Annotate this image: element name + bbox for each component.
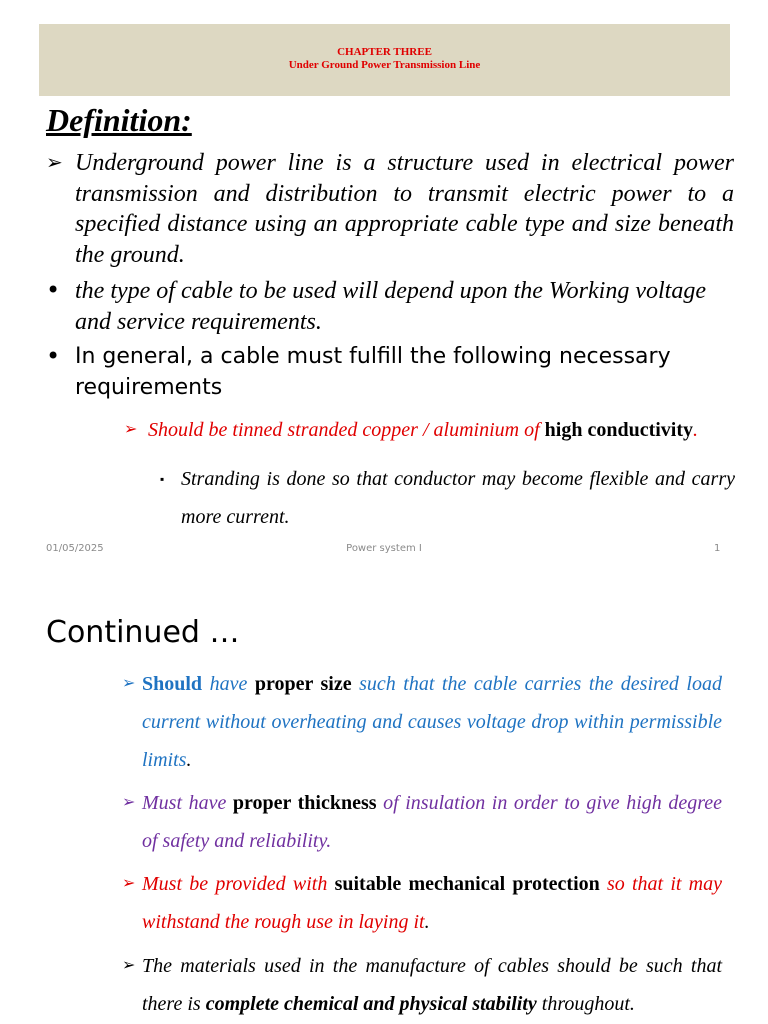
chapter-subtitle: Under Ground Power Transmission Line [288, 59, 481, 71]
bullet-requirements [46, 342, 734, 403]
footer-page-number: 1 [714, 543, 721, 554]
requirement-insulation [122, 784, 722, 860]
chapter-header-band [39, 24, 730, 96]
bullet-cable-type [46, 276, 734, 337]
requirement-stability [122, 947, 722, 1023]
bullet-text: the type of cable to be used will depend upon the Working voltage and service requirements. [75, 278, 706, 335]
sub-bullet-end: . [693, 419, 698, 441]
sub-bullet-text: Should be tinned stranded copper / aluminium of [148, 419, 545, 441]
footer-title: Power system I [346, 543, 422, 554]
requirement-emphasis: proper size [254, 673, 352, 695]
arrow-bullet-icon: ➢ [122, 794, 136, 811]
requirement-text: of insulation in order to give high degree of safety and reliability. [142, 792, 722, 852]
sub-sub-bullet-text: Stranding is done so that conductor may become flexible and carry more current. [181, 468, 735, 528]
requirement-text: throughout. [536, 993, 635, 1015]
sub-bullet-emphasis: high conductivity [544, 419, 693, 441]
square-bullet-icon: ▪ [160, 472, 165, 486]
bullet-definition [46, 148, 734, 270]
requirement-text: The materials used in the manufacture of cables should be such that there is [142, 955, 722, 1015]
requirement-emphasis: complete chemical and physical stability [205, 993, 537, 1015]
definition-heading: Definition: [46, 102, 192, 138]
requirement-end: . [424, 911, 430, 933]
arrow-bullet-icon: ➢ [122, 875, 136, 892]
dot-bullet-icon: • [46, 276, 61, 304]
requirement-emphasis: suitable mechanical protection [334, 873, 600, 895]
sub-bullet-conductivity [124, 419, 736, 442]
requirement-proper-size [122, 665, 722, 779]
requirement-text: such that the cable carries the desired load current without overheating and causes voltage drop within permissible limits [142, 673, 722, 771]
bullet-text: In general, a cable must fulfill the following necessary requirements [75, 344, 671, 400]
arrow-bullet-icon: ➢ [122, 675, 136, 692]
chapter-label: CHAPTER THREE [337, 46, 432, 58]
requirement-text: Must be provided with [142, 873, 335, 895]
arrow-bullet-icon: ➢ [46, 150, 63, 174]
requirement-text: have [202, 673, 255, 695]
requirement-lead: Should [142, 673, 203, 695]
requirement-end: . [186, 749, 192, 771]
requirement-text: so that it may withstand the rough use in laying it [142, 873, 722, 933]
requirement-text: Must have [142, 792, 233, 814]
arrow-bullet-icon: ➢ [124, 421, 138, 438]
bullet-text: Underground power line is a structure used in electrical power transmission and distribution to transmit electric power to a specified distance using an appropriate cable type and size beneath the ground. [75, 150, 734, 268]
requirement-emphasis: proper thickness [232, 792, 377, 814]
arrow-bullet-icon: ➢ [122, 957, 136, 974]
requirement-mechanical-protection [122, 865, 722, 941]
footer-date: 01/05/2025 [46, 543, 104, 554]
dot-bullet-icon: • [46, 342, 61, 370]
continued-title: Continued … [46, 615, 240, 650]
sub-sub-bullet-stranding [160, 460, 735, 536]
